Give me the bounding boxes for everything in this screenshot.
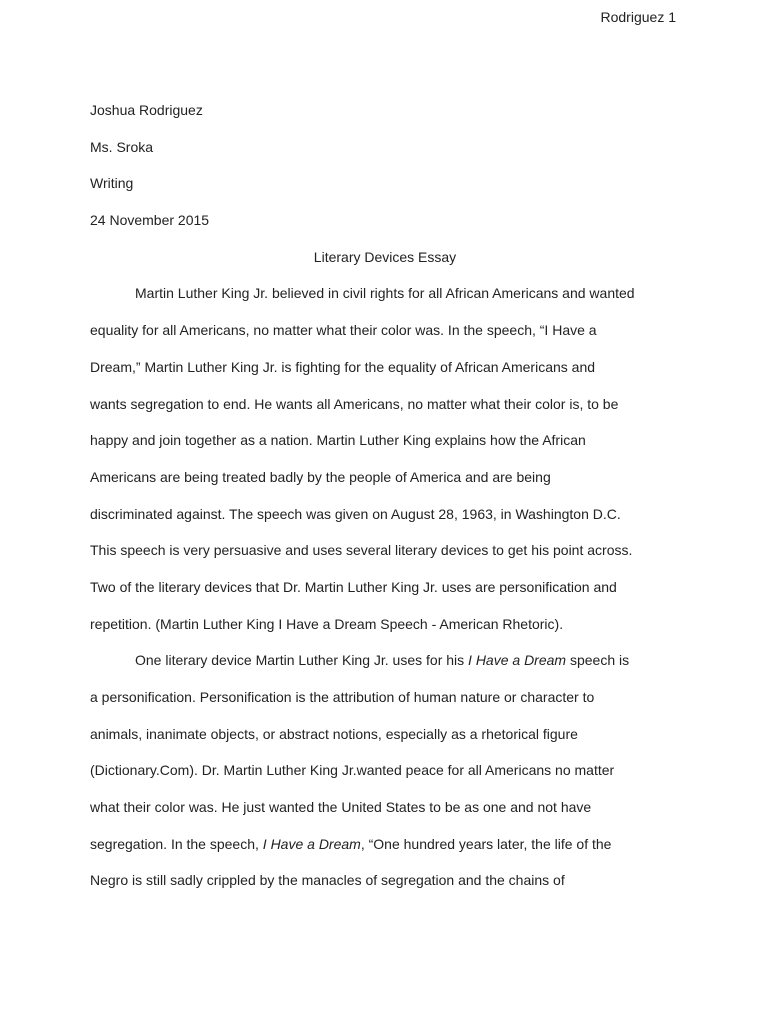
running-head: Rodriguez 1 <box>600 9 676 25</box>
paragraph-line: This speech is very persuasive and uses several literary devices to get his point across. <box>90 542 633 559</box>
paragraph-line <box>90 826 680 863</box>
teacher-name: Ms. Sroka <box>90 138 154 155</box>
paragraph-line: discriminated against. The speech was given on August 28, 1963, in Washington D.C. <box>90 505 621 522</box>
paragraph-line: repetition. (Martin Luther King I Have a Dream Speech - American Rhetoric). <box>90 615 564 632</box>
paragraph-line: (Dictionary.Com). Dr. Martin Luther King Jr.wanted peace for all Americans no matter <box>90 762 615 779</box>
paragraph-line: Negro is still sadly crippled by the manacles of segregation and the chains of <box>90 872 565 889</box>
essay-date: 24 November 2015 <box>90 212 210 229</box>
author-name: Joshua Rodriguez <box>90 102 203 118</box>
paragraph-line: Americans are being treated badly by the people of America and are being <box>90 468 551 485</box>
course-name: Writing <box>90 175 134 192</box>
paragraph-line: a personification. Personification is the attribution of human nature or character to <box>90 689 595 705</box>
paragraph-line: wants segregation to end. He wants all Americans, no matter what their color is, to be <box>90 395 619 412</box>
line-segment: One literary device Martin Luther King Jr. uses for his <box>135 652 469 669</box>
paragraph-line: happy and join together as a nation. Martin Luther King explains how the African <box>90 432 586 449</box>
line-segment: , “One hundred years later, the life of the <box>360 835 612 852</box>
essay-body <box>90 92 680 899</box>
speech-title-italic: I Have a Dream <box>468 652 567 669</box>
paragraph-line: Dream,” Martin Luther King Jr. is fighting for the equality of African Americans and <box>90 358 596 375</box>
line-segment: segregation. In the speech, <box>90 835 263 852</box>
paragraph-line: what their color was. He just wanted the United States to be as one and not have <box>90 799 592 816</box>
paragraph-line: equality for all Americans, no matter what their color was. In the speech, “I Have a <box>90 322 597 339</box>
line-segment: speech is <box>566 652 630 669</box>
paragraph-line: Two of the literary devices that Dr. Martin Luther King Jr. uses are personification and <box>90 578 617 595</box>
essay-title: Literary Devices Essay <box>313 248 457 265</box>
speech-title-italic: I Have a Dream <box>262 835 361 852</box>
paragraph-line: Martin Luther King Jr. believed in civil rights for all African Americans and wanted <box>135 285 635 302</box>
paragraph-line <box>90 642 680 679</box>
paragraph-line: animals, inanimate objects, or abstract notions, especially as a rhetorical figure <box>90 725 578 742</box>
